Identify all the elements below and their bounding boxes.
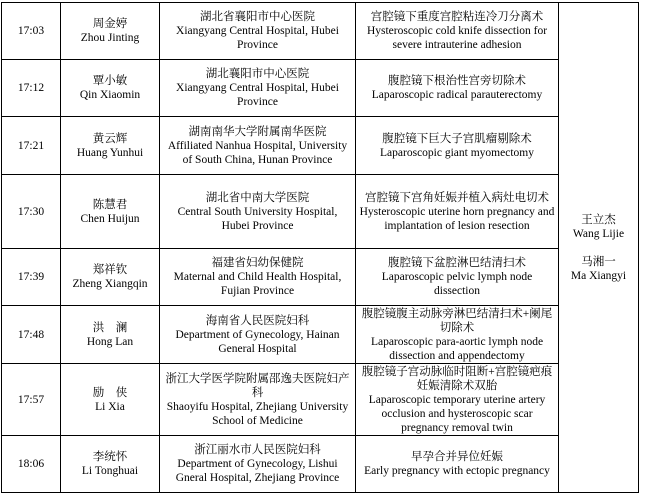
hospital-name-en: Xiangyang Central Hospital, Hubei Province bbox=[176, 25, 339, 51]
speaker-name-cn: 陈慧君 bbox=[92, 198, 128, 211]
hospital-name-en: Maternal and Child Health Hospital, Fujian Province bbox=[173, 271, 342, 297]
table-row bbox=[2, 249, 639, 306]
moderator-name-cn: 王立杰 bbox=[581, 213, 616, 226]
hospital-cell bbox=[160, 364, 356, 436]
speaker-name-en: Hong Lan bbox=[86, 335, 134, 348]
topic-cell bbox=[356, 364, 559, 436]
table-row bbox=[2, 306, 639, 364]
hospital-cell bbox=[160, 175, 356, 249]
speaker-name-en: Zheng Xiangqin bbox=[72, 278, 148, 290]
hospital-name-cn: 湖北襄阳市中心医院 bbox=[205, 68, 310, 80]
hospital-cell bbox=[160, 3, 356, 60]
speaker-cell bbox=[61, 117, 160, 175]
speaker-name-en: Qin Xiaomin bbox=[79, 89, 141, 101]
time-cell: 17:21 bbox=[2, 117, 61, 175]
table-row bbox=[2, 60, 639, 117]
table-row bbox=[2, 436, 639, 493]
speaker-name-cn: 覃小敏 bbox=[92, 75, 128, 87]
hospital-name-en: Department of Gynecology, Lishui Gneral Hospital, Zhejiang Province bbox=[175, 458, 340, 484]
hospital-name-en: Central South University Hospital, Hubei Province bbox=[177, 205, 338, 232]
speaker-name-cn: 励 侠 bbox=[92, 386, 128, 399]
table-row bbox=[2, 364, 639, 436]
time-cell: 17:48 bbox=[2, 306, 61, 364]
hospital-name-en: Shaoyifu Hospital, Zhejiang University School of Medicine bbox=[166, 400, 349, 427]
moderators-cell bbox=[559, 3, 639, 493]
hospital-name-en: Affiliated Nanhua Hospital, University of South China, Hunan Province bbox=[167, 139, 348, 166]
moderator-name-cn: 马湘一 bbox=[581, 255, 616, 268]
topic-cn: 腹腔镜下巨大子宫肌瘤剔除术 bbox=[382, 132, 532, 145]
time-cell: 17:39 bbox=[2, 249, 61, 306]
topic-cell bbox=[356, 249, 559, 306]
topic-cn: 腹腔镜子宫动脉临时阻断+宫腔镜疤痕妊娠清除术双胎 bbox=[361, 365, 553, 392]
topic-cell bbox=[356, 306, 559, 364]
topic-cell bbox=[356, 436, 559, 493]
time-cell: 17:57 bbox=[2, 364, 61, 436]
speaker-cell bbox=[61, 364, 160, 436]
speaker-name-cn: 周金婷 bbox=[92, 18, 128, 30]
topic-cn: 宫腔镜下宫角妊娠并植入病灶电切术 bbox=[365, 191, 549, 204]
moderator-name-en: Wang Lijie bbox=[572, 227, 625, 240]
topic-en: Early pregnancy with ectopic pregnancy bbox=[364, 465, 550, 477]
table-row bbox=[2, 3, 639, 60]
table-row bbox=[2, 117, 639, 175]
topic-cell bbox=[356, 117, 559, 175]
speaker-name-cn: 黄云辉 bbox=[92, 132, 128, 145]
speaker-name-en: Zhou Jinting bbox=[80, 32, 140, 44]
topic-en: Laparoscopic radical parauterectomy bbox=[371, 89, 543, 101]
topic-cn: 腹腔镜下盆腔淋巴结清扫术 bbox=[388, 257, 526, 269]
time-cell: 18:06 bbox=[2, 436, 61, 493]
moderator-name-en: Ma Xiangyi bbox=[570, 269, 627, 282]
topic-cn: 早孕合并异位妊娠 bbox=[411, 451, 503, 463]
hospital-name-cn: 湖南南华大学附属南华医院 bbox=[188, 125, 327, 138]
speaker-name-en: Huang Yunhui bbox=[76, 146, 144, 159]
hospital-name-cn: 湖北省襄阳市中心医院 bbox=[200, 11, 315, 23]
hospital-name-cn: 福建省妇幼保健院 bbox=[211, 257, 304, 269]
speaker-name-en: Li Xia bbox=[95, 400, 125, 413]
hospital-cell bbox=[160, 249, 356, 306]
topic-cn: 腹腔镜下根治性宫旁切除术 bbox=[388, 75, 526, 87]
topic-cell bbox=[356, 60, 559, 117]
speaker-cell bbox=[61, 306, 160, 364]
schedule-table bbox=[1, 2, 639, 493]
hospital-name-cn: 湖北省中南大学医院 bbox=[205, 191, 310, 204]
speaker-cell bbox=[61, 436, 160, 493]
topic-en: Hysteroscopic cold knife dissection for severe intrauterine adhesion bbox=[366, 25, 548, 51]
hospital-name-cn: 浙江大学医学院附属邵逸夫医院妇产科 bbox=[165, 372, 350, 399]
hospital-cell bbox=[160, 60, 356, 117]
topic-en: Laparoscopic temporary uterine artery occlusion and hysteroscopic scar pregnancy removal twin bbox=[368, 393, 546, 434]
speaker-name-cn: 郑祥钦 bbox=[92, 264, 128, 276]
speaker-name-cn: 李统怀 bbox=[92, 451, 128, 463]
topic-cn: 宫腔镜下重度宫腔粘连冷刀分离术 bbox=[370, 11, 544, 23]
time-cell: 17:30 bbox=[2, 175, 61, 249]
hospital-cell bbox=[160, 306, 356, 364]
speaker-cell bbox=[61, 249, 160, 306]
topic-en: Laparoscopic pelvic lymph node dissection bbox=[381, 271, 533, 297]
topic-en: Hysteroscopic uterine horn pregnancy and implantation of lesion resection bbox=[359, 205, 555, 232]
speaker-cell bbox=[61, 175, 160, 249]
topic-cn: 腹腔镜腹主动脉旁淋巴结清扫术+阑尾切除术 bbox=[361, 307, 553, 334]
hospital-cell bbox=[160, 117, 356, 175]
hospital-cell bbox=[160, 436, 356, 493]
hospital-name-cn: 海南省人民医院妇科 bbox=[205, 314, 310, 327]
topic-cell bbox=[356, 3, 559, 60]
speaker-cell bbox=[61, 60, 160, 117]
speaker-name-en: Chen Huijun bbox=[80, 212, 140, 225]
topic-cell bbox=[356, 175, 559, 249]
time-cell: 17:12 bbox=[2, 60, 61, 117]
time-cell: 17:03 bbox=[2, 3, 61, 60]
speaker-name-cn: 洪 澜 bbox=[92, 321, 128, 334]
hospital-name-cn: 浙江丽水市人民医院妇科 bbox=[194, 444, 321, 456]
hospital-name-en: Xiangyang Central Hospital, Hubei Province bbox=[176, 82, 339, 108]
topic-en: Laparoscopic para-aortic lymph node dissection and appendectomy bbox=[370, 335, 544, 362]
table-row bbox=[2, 175, 639, 249]
speaker-name-en: Li Tonghuai bbox=[81, 465, 139, 477]
speaker-cell bbox=[61, 3, 160, 60]
hospital-name-en: Department of Gynecology, Hainan General Hospital bbox=[175, 328, 340, 355]
topic-en: Laparoscopic giant myomectomy bbox=[380, 146, 534, 159]
